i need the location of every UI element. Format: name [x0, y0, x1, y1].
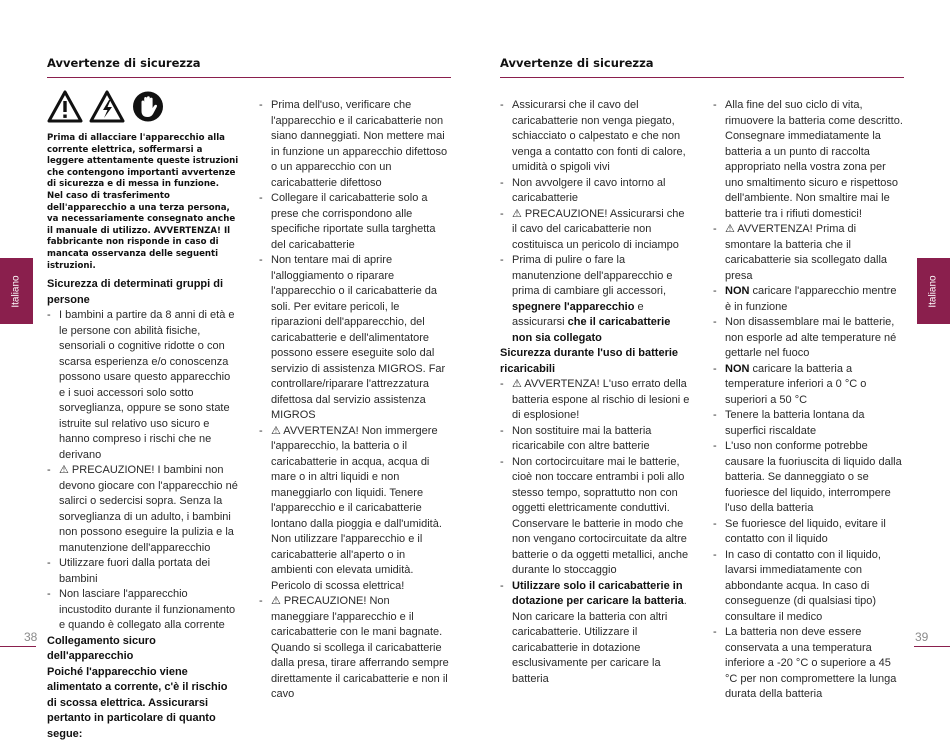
subheading-connection: Collegamento sicuro dell'apparecchio	[47, 634, 156, 663]
list-item: - Assicurarsi che il cavo del caricabatterie non venga piegato, schiacciato o calpestato e che non venga a contatto con fonti di calore, umidità o spigoli vivi	[500, 98, 690, 176]
footer-rule	[914, 646, 950, 647]
list-item: - Se fuoriesce del liquido, evitare il contatto con il liquido	[713, 517, 903, 548]
right-column-1	[500, 98, 690, 687]
heading-rule	[500, 77, 904, 78]
list-item: - Non lasciare l'apparecchio incustodito durante il funzionamento e quando è collegato alla corrente	[47, 587, 239, 634]
electric-hazard-icon	[89, 90, 125, 123]
list-item: - Prima dell'uso, verificare che l'apparecchio e il caricabatterie non siano danneggiati. Non mettere mai in funzione un apparecchio difettoso o un apparecchio con un caricabatterie difettoso	[259, 98, 449, 191]
intro-paragraph-2: Nel caso di trasferimento dell'apparecchio a una terza persona, va necessariamente consegnato anche il manuale di utilizzo. AVVERTENZA! Il fabbricante non risponde in caso di mancata osservanza delle seguenti istruzioni.	[47, 190, 236, 271]
list-item: - In caso di contatto con il liquido, lavarsi immediatamente con abbondante acqua. In caso di conseguenze (di qualsiasi tipo) consultare il medico	[713, 548, 903, 626]
subheading-batteries: Sicurezza durante l'uso di batterie ricaricabili	[500, 347, 679, 375]
list-item: - Collegare il caricabatterie solo a prese che corrispondono alle specifiche riportate sulla targhetta del caricabatterie	[259, 191, 449, 253]
list-item: - NON caricare l'apparecchio mentre è in funzione	[713, 284, 903, 315]
connection-list	[259, 98, 449, 703]
list-item: - ⚠ AVVERTENZA! L'uso errato della batteria espone al rischio di lesioni e di esplosione!	[500, 377, 690, 424]
heading-rule	[47, 77, 451, 78]
section-heading: Avvertenze di sicurezza	[47, 56, 201, 70]
language-tab	[0, 258, 33, 324]
warning-triangle-icon	[47, 90, 83, 123]
list-item: - Tenere la batteria lontana da superfici riscaldate	[713, 408, 903, 439]
safety-icons	[47, 90, 239, 123]
page-number: 39	[915, 630, 929, 644]
page-right	[475, 0, 950, 700]
list-item: - Non avvolgere il cavo intorno al caricabatterie	[500, 176, 690, 207]
groups-list	[47, 308, 239, 634]
list-item: - ⚠ PRECAUZIONE! Non maneggiare l'apparecchio e il caricabatterie con le mani bagnate. Quando si scollega il caricabatterie dalla presa, tirare afferrando sempre direttamente il caricabatterie e non il cavo	[259, 594, 449, 703]
list-item: - Alla fine del suo ciclo di vita, rimuovere la batteria come descritto. Consegnare immediatamente la batteria a un punto di raccolta appropriato nella vostra zona per uno smaltimento sicuro e rispettoso dell'ambiente. Non smaltire mai le batterie tra i rifiuti domestici!	[713, 98, 903, 222]
list-item: - Non disassemblare mai le batterie, non esporle ad alte temperature né gettarle nel fuoco	[713, 315, 903, 362]
list-item: - Non cortocircuitare mai le batterie, cioè non toccare entrambi i poli allo stesso tempo, soprattutto non con oggetti elettricamente conduttivi. Conservare le batterie in modo che non vengano cortocircuitate da altre batterie o da oggetti metallici, anche durante lo stoccaggio	[500, 455, 690, 579]
battery-list-continued	[713, 98, 903, 703]
intro-paragraph-1: Prima di allacciare l'apparecchio alla corrente elettrica, soffermarsi a leggere attentamente queste istruzioni che contengono importanti avvertenze di sicurezza e di messa in funzione.	[47, 133, 239, 190]
connection-intro: Poiché l'apparecchio viene alimentato a corrente, c'è il rischio di scossa elettrica. Assicurarsi pertanto in particolare di quanto segue:	[47, 665, 228, 740]
list-item: - Prima di pulire o fare la manutenzione dell'apparecchio e prima di cambiare gli accessori, spegnere l'apparecchio e assicurarsi che il caricabatterie non sia collegato	[500, 253, 690, 346]
footer-rule	[0, 646, 36, 647]
list-item: - Utilizzare solo il caricabatterie in dotazione per caricare la batteria. Non caricare la batteria con altri caricabatterie. Utilizzare il caricabatterie in dotazione esclusivamente per caricare la batteria	[500, 579, 690, 688]
subheading-groups: Sicurezza di determinati gruppi di persone	[47, 278, 224, 306]
language-tab	[917, 258, 950, 324]
list-item: - L'uso non conforme potrebbe causare la fuoriuscita di liquido dalla batteria. Se danneggiato o se fuoriesce del liquido, interrompere l'uso della batteria	[713, 439, 903, 517]
section-heading: Avvertenze di sicurezza	[500, 56, 654, 70]
list-item: - ⚠ AVVERTENZA! Non immergere l'apparecchio, la batteria o il caricabatterie in acqua, acqua di mare o in altri liquidi e non maneggiarlo con liquidi. Tenere l'apparecchio e il caricabatterie lontano dalla pioggia e dall'umidità. Non utilizzare l'apparecchio e il caricabatterie all'aperto o in ambienti con elevata umidità. Pericolo di scossa elettrica!	[259, 424, 449, 595]
list-item: - NON caricare la batteria a temperature inferiori a 0 °C o superiori a 50 °C	[713, 362, 903, 409]
list-item: - Non tentare mai di aprire l'alloggiamento o riparare l'apparecchio o il caricabatterie da soli. Per evitare pericoli, le riparazioni dell'apparecchio, del caricabatterie e dell'alimentatore possono essere eseguite solo dal servizio di assistenza MIGROS. Far controllare/riparare l'attrezzatura difettosa dal servizio assistenza MIGROS	[259, 253, 449, 424]
cable-list	[500, 98, 690, 346]
stop-hand-icon	[131, 90, 165, 123]
right-column-2	[713, 98, 903, 703]
list-item: - Utilizzare fuori dalla portata dei bambini	[47, 556, 239, 587]
left-column-2	[259, 98, 449, 703]
list-item: - Non sostituire mai la batteria ricaricabile con altre batterie	[500, 424, 690, 455]
list-item: - I bambini a partire da 8 anni di età e le persone con abilità fisiche, sensoriali o cognitive ridotte o con scarsa esperienza e/o conoscenza possono usare questo apparecchio e i suoi accessori solo sotto sorveglianza, oppure se sono state istruite sul relativo uso sicuro e hanno compreso i rischi che ne derivano	[47, 308, 239, 463]
list-item: - ⚠ AVVERTENZA! Prima di smontare la batteria che il caricabatterie sia scollegato dalla presa	[713, 222, 903, 284]
battery-list	[500, 377, 690, 687]
language-tab-label: Italiano	[11, 274, 22, 308]
left-column-1	[47, 90, 239, 742]
list-item: - La batteria non deve essere conservata a una temperatura inferiore a -20 °C o superiore a 45 °C per non compromettere la lunga durata della batteria	[713, 625, 903, 703]
list-item: - ⚠ PRECAUZIONE! I bambini non devono giocare con l'apparecchio né salirci o sedercisi sopra. Senza la sorveglianza di un adulto, i bambini non possono eseguire la pulizia e la manutenzione dell'apparecchio	[47, 463, 239, 556]
page-left	[0, 0, 475, 740]
list-item: - ⚠ PRECAUZIONE! Assicurarsi che il cavo del caricabatterie non costituisca un pericolo di inciampo	[500, 207, 690, 254]
page-number: 38	[24, 630, 38, 644]
language-tab-label: Italiano	[928, 274, 939, 308]
